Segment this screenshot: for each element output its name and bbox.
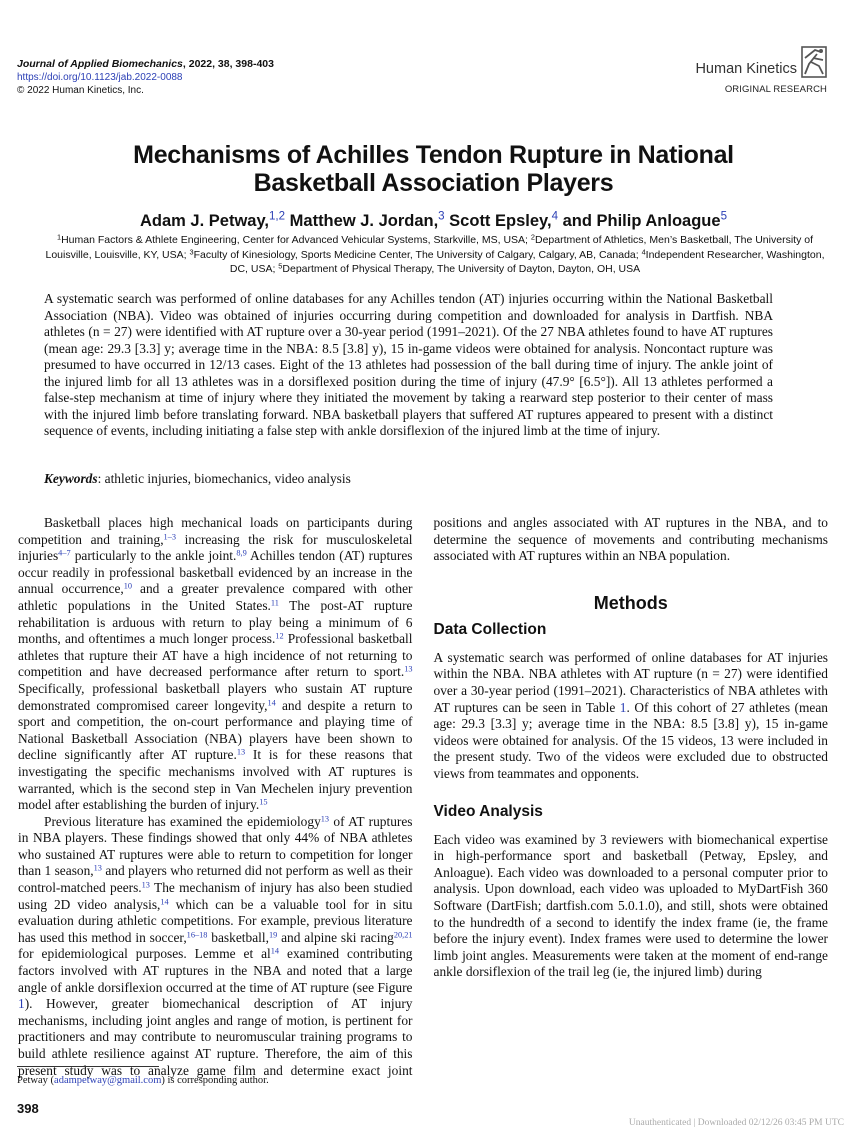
abstract: A systematic search was performed of online databases for any Achilles tendon (AT) injuries occurring within the National Basketball Association (NBA). Video was obtained of injuries occurring during competition and downloaded for analysis in Dartfish. NBA athletes (n = 27) were identified with AT rupture over a 30-year period (1991–2021). Of the 27 NBA athletes found to have AT ruptures (mean age: 29.3 [3.3] y; average time in the NBA: 8.5 [3.8] y), 15 in-game videos were obtained for analysis. Noncontact rupture was presumed to have occurred in 12/13 cases. Eight of the 13 athletes had possession of the ball during time of injury. The ankle joint of the injured limb for all 13 athletes was in a dorsiflexed position during the time of injury (47.9° [6.5°]). All 13 athletes performed a false-step mechanism at time of injury where they initiated the movement by taking a rearward step posterior to their center of mass with the injured limb before translating forward. NBA basketball players that suffered AT ruptures appeared to present with a distinct sequence of events, including initiating a false step with ankle dorsiflexion of the injured limb at the time of injury. — [44, 291, 773, 438]
citation-ref[interactable]: 14 — [270, 946, 280, 956]
author-name: and Philip Anloague — [558, 212, 721, 230]
affiliation-text: Faculty of Kinesiology, Sports Medicine Center, The University of Calgary, Calgary, AB, Canada; — [193, 248, 642, 261]
intro-paragraph-2: Previous literature has examined the epidemiology$^{13}$ of AT ruptures in NBA players. These findings showed that only 44% of NBA athletes who sustained AT ruptures were able to return to competition for longer than 1 season,$^{13}$ and players who returned did not perform as well as their control-matched peers.$^{13}$ The mechanism of injury has also been studied using 2D video analysis,$^{14}$ which can be a valuable tool for in situ evaluation during athletic competitions. For example, previous literature has used this method in soccer,$^{16-18}$ basketball,$^{19}$ and alpine ski racing$^{20,21}$ for epidemiological purposes. Lemme et al$^{14}$ examined contributing factors involved with AT ruptures in the NBA and noted that a large angle of ankle dorsiflexion occurred at the time of AT rupture (see Figure 1). However, greater biomechanical description of AT injury mechanisms, including joint angles and range of motion, is pertinent for practitioners and may contribute to neuromuscular training programs to build athlete resilience against AT rupture. Therefore, the aim of this present study was to analyze game film and determine exact joint positions and angles associated with AT ruptures in the NBA, and to determine the sequence of movements and contributing mechanisms associated with AT ruptures within an NBA population. — [18, 515, 828, 1078]
video-analysis-paragraph: Each video was examined by 3 reviewers with biomechanical expertise in high-performance sport and basketball (Petway, Epsley, and Anloague). Each video was downloaded to a personal computer prior to analysis. Upon download, each video was uploaded to MyDartFish 360 Software (DartFish; dartfish.com 5.0.1.0), and still, shots were obtained to the hundredth of a second to identify the index frame (ie, the frame before the injury event). Index frames were used to determine the lower limb joint angles. Measurements were taken at the moment of end-range ankle dorsiflexion of the trail leg (ie, the injured limb) during — [433, 831, 828, 980]
title-line-1: Mechanisms of Achilles Tendon Rupture in National — [133, 141, 734, 169]
citation-ref[interactable]: 14 — [160, 897, 169, 907]
affiliation-number: 3 — [189, 246, 194, 256]
subsection-heading-data-collection: Data Collection — [433, 620, 547, 638]
citation-ref[interactable]: 11 — [270, 598, 279, 608]
citation-ref[interactable]: 13 — [93, 863, 102, 873]
citation-ref[interactable]: 15 — [259, 797, 268, 807]
affiliation-text: Department of Athletics, Men’s Basketball, The University of Louisville, Louisville, KY, USA; — [45, 234, 813, 261]
keywords-list: : athletic injuries, biomechanics, video analysis — [97, 471, 351, 486]
affiliation-number: 1 — [57, 232, 62, 242]
download-stamp: Unauthenticated | Downloaded 02/12/26 03:45 PM UTC — [628, 1118, 844, 1128]
author-name: Matthew J. Jordan, — [285, 212, 439, 230]
cross-reference-link[interactable]: 1 — [18, 996, 25, 1012]
copyright-notice: © 2022 Human Kinetics, Inc. — [17, 85, 144, 96]
running-figure-logo-icon — [801, 46, 827, 78]
footnote-divider — [17, 1066, 159, 1067]
intro-paragraph-1: Basketball places high mechanical loads on participants during competition and training,$^{1-3}$ increasing the risk for musculoskeletal injuries$^{4-7}$ particularly to the ankle joint.$^{8,9}$ Achilles tendon (AT) ruptures occur readily in professional basketball evidenced by an increase in the annual occurrence,$^{10}$ and a greater prevalence compared with other athletic populations in the United States.$^{11}$ The post-AT rupture rehabilitation is arduous with return to play being a minimum of 6 months, and oftentimes a much longer process.$^{12}$ Professional basketball athletes that rupture their AT have a high incidence of not returning to competition and have decreased performance after return to sport.$^{13}$ Specifically, professional basketball players who sustain AT rupture demonstrated compromised career longevity,$^{14}$ and despite a return to sport and competition, the on-court performance and playing time of National Basketball Association (NBA) players have been shown to decline significantly after AT rupture.$^{13}$ It is for these reasons that investigating the specific mechanisms involved with AT ruptures is warranted, which is the second step in Van Mechelen injury prevention model after establishing the burden of injury.$^{15}$ — [18, 515, 413, 813]
citation-ref[interactable]: 16–18 — [186, 930, 208, 940]
publisher-header — [695, 46, 827, 95]
journal-volume-pages: , 2022, 38, 398-403 — [182, 58, 274, 70]
author-affiliation-ref[interactable]: 5 — [720, 210, 727, 223]
citation-ref[interactable]: 14 — [267, 697, 276, 707]
author-name: Adam J. Petway, — [140, 212, 269, 230]
author-list — [0, 212, 867, 231]
publisher-name: Human Kinetics — [695, 61, 797, 77]
citation-ref[interactable]: 13 — [320, 814, 330, 824]
footnote-text-end: ) is corresponding author. — [161, 1075, 269, 1086]
author-affiliation-ref[interactable]: 4 — [551, 210, 558, 223]
page-number: 398 — [17, 1101, 39, 1116]
author-email-link[interactable]: adampetway@gmail.com — [54, 1075, 162, 1086]
affiliation-text: Department of Physical Therapy, The University of Dayton, Dayton, OH, USA — [282, 263, 641, 275]
article-title — [0, 141, 867, 197]
citation-ref[interactable]: 13 — [404, 664, 413, 674]
section-heading-methods: Methods — [593, 592, 668, 613]
data-collection-paragraph: A systematic search was performed of online databases for AT injuries within the NBA. NBA athletes with AT rupture (n = 27) were identified over a 30-year period (1991–2021). Characteristics of NBA athletes with AT ruptures can be seen in Table 1. Of this cohort of 27 athletes (mean age: 29.3 [3.3] y; average time in the NBA: 8.5 [3.8] y), 15 in-game videos were obtained for analysis. Of the 15 videos, 13 were included in the present study. Two of the videos were excluded due to obstructed views from teammates and opponents. — [433, 649, 828, 781]
affiliation-number: 4 — [641, 246, 646, 256]
citation-ref[interactable]: 20,21 — [393, 930, 413, 940]
journal-name: Journal of Applied Biomechanics — [17, 58, 183, 70]
article-type-label: ORIGINAL RESEARCH — [724, 84, 827, 95]
affiliation-text: Independent Researcher, Washington, DC, USA; — [229, 248, 825, 275]
citation-ref[interactable]: 13 — [236, 747, 246, 757]
corresponding-author-footnote — [17, 1075, 269, 1086]
title-line-2: Basketball Association Players — [253, 169, 614, 197]
footnote-text: Petway ( — [17, 1075, 55, 1086]
citation-ref[interactable]: 8,9 — [236, 548, 247, 558]
journal-citation — [17, 58, 274, 71]
subsection-heading-video-analysis: Video Analysis — [433, 802, 543, 820]
author-affiliations — [40, 233, 830, 277]
article-body — [18, 515, 828, 1087]
citation-ref[interactable]: 10 — [123, 581, 133, 591]
author-name: Scott Epsley, — [444, 212, 552, 230]
author-affiliation-ref[interactable]: 1,2 — [269, 210, 286, 223]
citation-ref[interactable]: 19 — [268, 930, 278, 940]
citation-ref[interactable]: 1–3 — [163, 532, 176, 542]
cross-reference-link[interactable]: 1 — [619, 699, 627, 715]
doi-link[interactable]: https://doi.org/10.1123/jab.2022-0088 — [17, 72, 183, 83]
journal-header — [17, 58, 274, 97]
affiliation-number: 2 — [530, 232, 535, 242]
affiliation-number: 5 — [278, 261, 283, 271]
affiliation-text: Human Factors & Athlete Engineering, Center for Advanced Vehicular Systems, Starkville, MS, USA; — [61, 234, 531, 246]
citation-ref[interactable]: 12 — [275, 631, 284, 641]
author-affiliation-ref[interactable]: 3 — [438, 210, 445, 223]
keywords — [44, 471, 351, 487]
citation-ref[interactable]: 4–7 — [58, 548, 71, 558]
citation-ref[interactable]: 13 — [141, 880, 150, 890]
keywords-label: Keywords — [44, 471, 98, 486]
